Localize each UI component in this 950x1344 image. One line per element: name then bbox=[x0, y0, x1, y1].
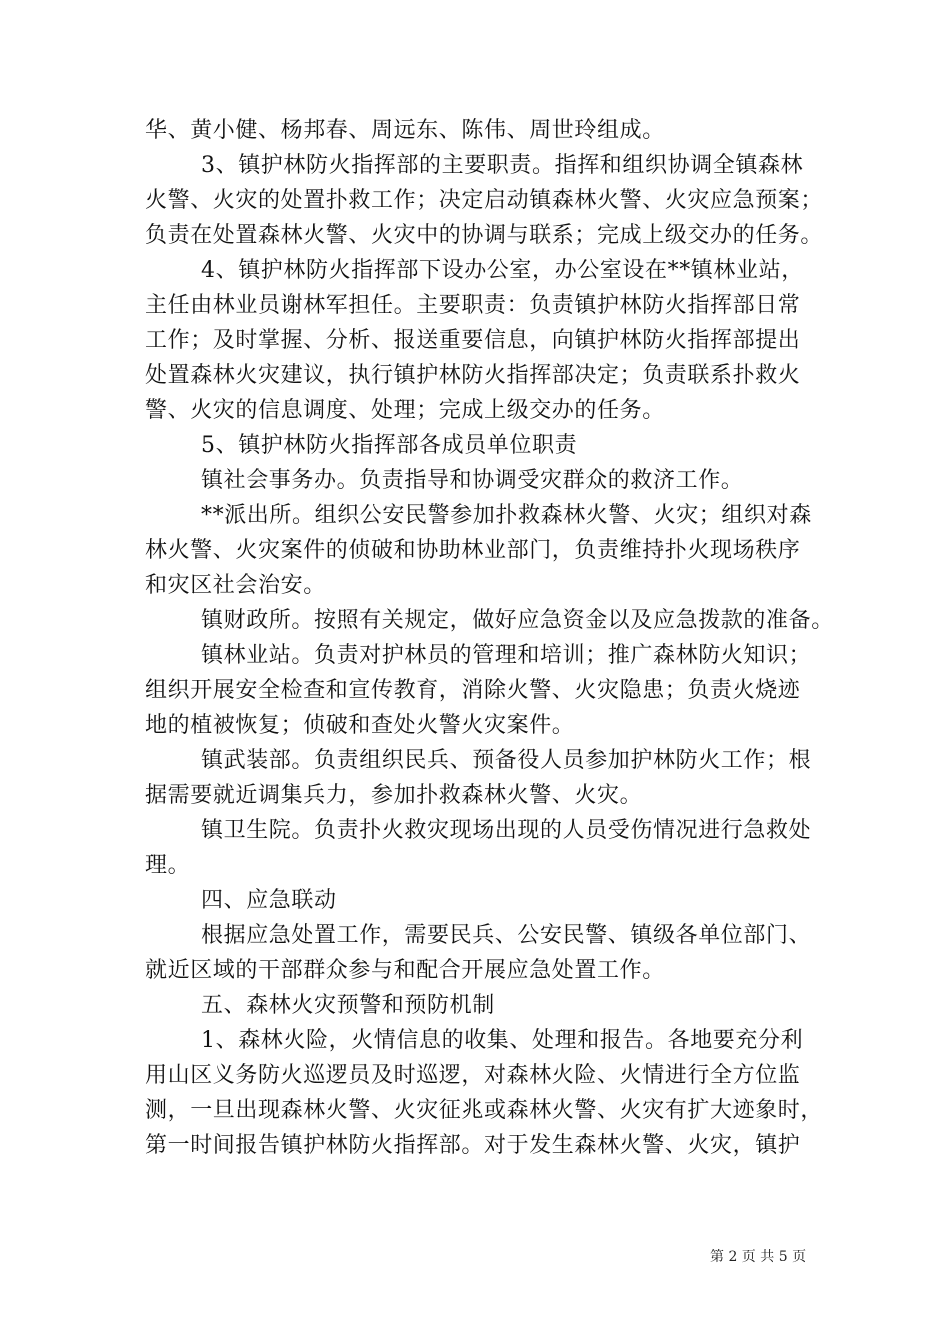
text-line: 就近区域的干部群众参与和配合开展应急处置工作。 bbox=[145, 958, 665, 983]
text-line: 3、镇护林防火指挥部的主要职责。指挥和组织协调全镇森林 bbox=[201, 153, 804, 178]
text-line: 火警、火灾的处置扑救工作；决定启动镇森林火警、火灾应急预案； bbox=[145, 188, 824, 213]
text-line: 用山区义务防火巡逻员及时巡逻，对森林火险、火情进行全方位监 bbox=[145, 1063, 801, 1088]
text-line: 据需要就近调集兵力，参加扑救森林火警、火灾。 bbox=[145, 783, 643, 808]
page-number: 第 2 页 共 5 页 bbox=[710, 1249, 807, 1265]
text-line: **派出所。组织公安民警参加扑救森林火警、火灾；组织对森 bbox=[201, 503, 812, 528]
text-line: 镇卫生院。负责扑火救灾现场出现的人员受伤情况进行急救处 bbox=[201, 818, 812, 843]
text-line: 工作；及时掌握、分析、报送重要信息，向镇护林防火指挥部提出 bbox=[145, 328, 801, 353]
text-line: 林火警、火灾案件的侦破和协助林业部门，负责维持扑火现场秩序 bbox=[145, 538, 801, 563]
document-body bbox=[145, 113, 834, 1163]
text-line: 镇林业站。负责对护林员的管理和培训；推广森林防火知识； bbox=[201, 643, 812, 668]
text-line: 镇财政所。按照有关规定，做好应急资金以及应急拨款的准备。 bbox=[201, 608, 834, 633]
text-line: 4、镇护林防火指挥部下设办公室，办公室设在**镇林业站， bbox=[201, 258, 804, 283]
text-line: 根据应急处置工作，需要民兵、公安民警、镇级各单位部门、 bbox=[201, 923, 812, 948]
section-heading: 四、应急联动 bbox=[201, 888, 337, 913]
section-heading: 五、森林火灾预警和预防机制 bbox=[201, 993, 495, 1018]
text-line: 地的植被恢复；侦破和查处火警火灾案件。 bbox=[145, 713, 575, 738]
text-line: 1、森林火险，火情信息的收集、处理和报告。各地要充分利 bbox=[201, 1028, 804, 1053]
text-line: 主任由林业员谢林军担任。主要职责：负责镇护林防火指挥部日常 bbox=[145, 293, 801, 318]
text-line: 组织开展安全检查和宣传教育，消除火警、火灾隐患；负责火烧迹 bbox=[145, 678, 801, 703]
text-line: 和灾区社会治安。 bbox=[145, 573, 326, 598]
text-line: 处置森林火灾建议，执行镇护林防火指挥部决定；负责联系扑救火 bbox=[145, 363, 801, 388]
text-line: 华、黄小健、杨邦春、周远东、陈伟、周世玲组成。 bbox=[145, 118, 665, 143]
text-line: 理。 bbox=[145, 853, 191, 878]
text-line: 5、镇护林防火指挥部各成员单位职责 bbox=[201, 433, 578, 458]
text-line: 警、火灾的信息调度、处理；完成上级交办的任务。 bbox=[145, 398, 665, 423]
text-line: 负责在处置森林火警、火灾中的协调与联系；完成上级交办的任务。 bbox=[145, 223, 824, 248]
text-line: 镇社会事务办。负责指导和协调受灾群众的救济工作。 bbox=[201, 468, 744, 493]
text-line: 第一时间报告镇护林防火指挥部。对于发生森林火警、火灾，镇护 bbox=[145, 1133, 801, 1158]
text-line: 镇武装部。负责组织民兵、预备役人员参加护林防火工作；根 bbox=[201, 748, 812, 773]
text-line: 测，一旦出现森林火警、火灾征兆或森林火警、火灾有扩大迹象时， bbox=[145, 1098, 824, 1123]
